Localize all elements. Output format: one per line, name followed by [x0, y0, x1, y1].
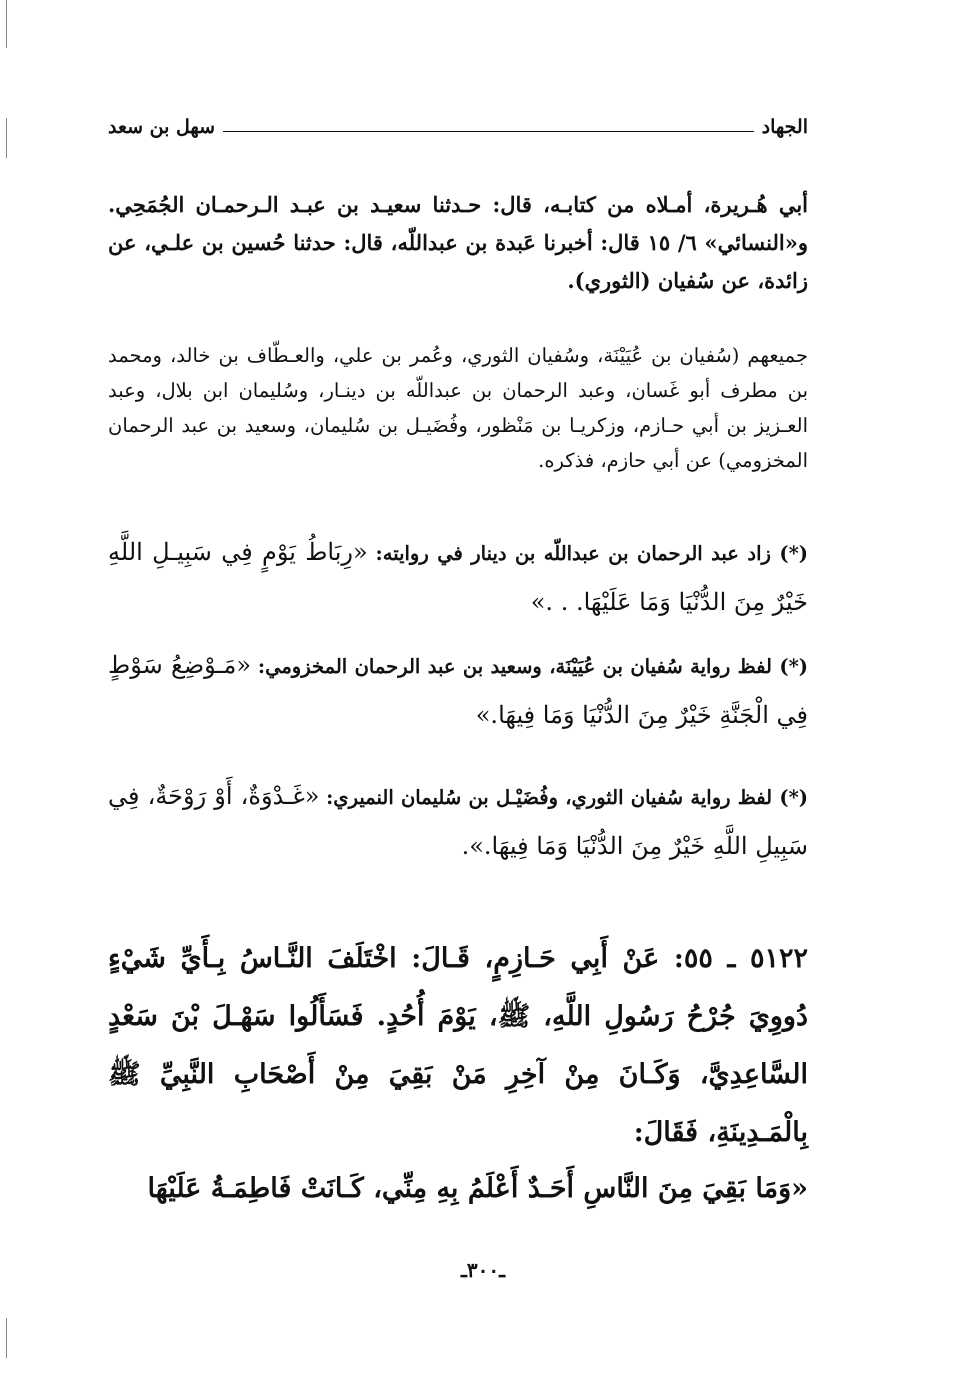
sources-paragraph: أبي هُـريرة، أمـلاه من كتابـه، قال: حـدثنا سعيـد بن عبـد الـرحمـان الجُمَحِي. و«النسائي» ٦/ ١٥ قال: أخبرنا عَبدة بن عبداللّه، قال: حدثنا حُسين بن علـي، عن زائدة، عن سُفيان (الثوري). — [108, 192, 808, 293]
note-3 — [108, 772, 808, 872]
note-3-quote: «غَـدْوَةٌ، أَوْ رَوْحَةٌ، فِي سَبِيلِ اللَّهِ خَيْرٌ مِنَ الدُّنْيَا وَمَا فِيهَا.». — [108, 782, 808, 860]
margin-mark-top — [6, 0, 7, 48]
margin-mark-middle — [6, 118, 7, 158]
margin-mark-bottom — [6, 1318, 7, 1358]
running-header — [108, 112, 808, 142]
narrators-paragraph: جميعهم (سُفيان بن عُيَيْنَة، وسُفيان الثوري، وعُمر بن علي، والعـطّاف بن خالد، ومحمد بن مطرف أبو غَسان، وعبد الرحمان بن عبداللّه بن دينـار، وسُليمان ابن بلال، وعبد العـزيز بن أبي حـازم، وزكريـا بن مَنْظور، وفُضَيـل بن سُليمان، وسعيد بن عبد الرحمان المخزومي) عن أبي حازم، فذكره. — [108, 344, 808, 472]
note-1-lead: (*) زاد عبد الرحمان بن عبداللّه بن دينار في روايته: — [375, 542, 809, 565]
note-2-lead: (*) لفظ رواية سُفيان بن عُيَيْنَة، وسعيد بن عبد الرحمان المخزومي: — [257, 655, 809, 678]
header-rule — [223, 131, 754, 132]
narrator-title: سهل بن سعد — [108, 116, 216, 138]
note-2-quote: «مَـوْضِعُ سَوْطٍ فِي الْجَنَّةِ خَيْرٌ مِنَ الدُّنْيَا وَمَا فِيهَا.» — [108, 651, 808, 729]
chapter-title: الجهاد — [761, 116, 808, 138]
hadith-quote-paragraph: «وَمَا بَقِيَ مِنَ النَّاسِ أَحَـدٌ أَعْلَمُ بِهِ مِنِّي، كَـانَتْ فَاطِمَـةُ عَلَيْهَا — [147, 1173, 808, 1204]
note-2 — [108, 641, 808, 741]
note-3-lead: (*) لفظ رواية سُفيان الثوري، وفُضَيْـل بن سُليمان النميري: — [326, 786, 809, 809]
note-1-quote: «رِبَاطُ يَوْمٍ فِي سَبِيـلِ اللَّهِ خَيْرٌ مِنَ الدُّنْيَا وَمَا عَلَيْهَا. . .» — [108, 538, 808, 616]
hadith-paragraph: ٥١٢٢ ـ ٥٥: عَنْ أَبِي حَـازِمٍ، قَـالَ: اخْتَلَفَ النَّـاسُ بِـأَيِّ شَيْءٍ دُووِيَ جُرْحُ رَسُولِ اللَّهِ، ﷺ، يَوْمَ أُحُدٍ. فَسَأَلُوا سَهْـلَ بْنَ سَعْدٍ السَّاعِدِيَّ، وَكَـانَ مِنْ آخِرِ مَنْ بَقِيَ مِنْ أَصْحَابِ النَّبِيِّ ﷺ بِالْمَـدِينَةِ، فَقَالَ: — [108, 943, 808, 1148]
page-number: ـ٣٠٠ـ — [461, 1258, 505, 1282]
note-1 — [108, 528, 808, 628]
